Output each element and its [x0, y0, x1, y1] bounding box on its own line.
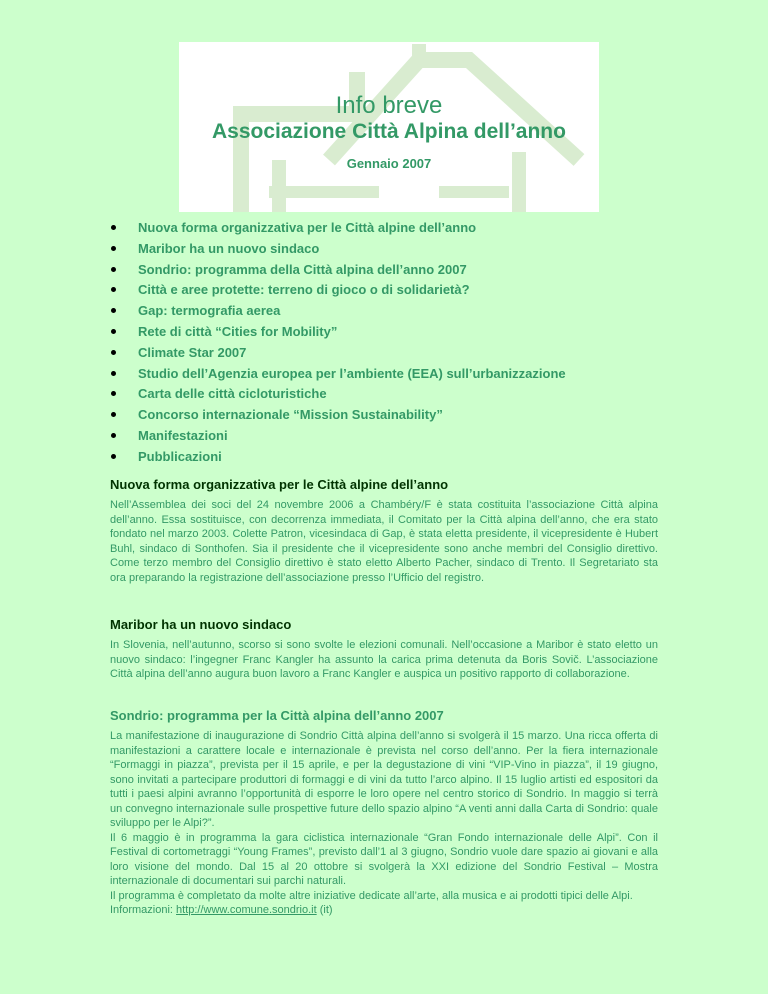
- toc-item-label: Città e aree protette: terreno di gioco o di solidarietà?: [138, 282, 470, 298]
- bullet-icon: [111, 371, 116, 376]
- toc-item: [110, 302, 566, 323]
- article-body: La manifestazione di inaugurazione di Sondrio Città alpina dell’anno si svolgerà il 15 marzo. Una ricca offerta di manifestazioni a carattere locale e internazionale è prevista nel corso dell’anno. Per la fiera internazionale “Formaggi in piazza”, prevista per il 15 aprile, e per la degustazione di vini “VIP-Vino in piazza”, il 19 giugno, sono invitati a partecipare produttori di formaggi e di vini da tutto l’arco alpino. Il 15 luglio artisti ed espositori da tutti i paesi alpini avranno l’opportunità di esporre le loro opere nel centro storico di Sondrio. In maggio si terrà un convegno internazionale sulle prospettive future dello spazio alpino “A venti anni dalla Carta di Sondrio: quale sviluppo per le Alpi?”.: [110, 730, 658, 829]
- sondrio-website-link[interactable]: http://www.comune.sondrio.it: [176, 904, 317, 916]
- bullet-icon: [111, 412, 116, 417]
- toc-item-label: Carta delle città cicloturistiche: [138, 386, 327, 402]
- toc-item-label: Nuova forma organizzativa per le Città alpine dell’anno: [138, 220, 477, 235]
- toc-item: [110, 448, 566, 469]
- issue-date: Gennaio 2007: [346, 156, 432, 171]
- toc-item-label: Maribor ha un nuovo sindaco: [138, 240, 320, 256]
- toc-item: [110, 261, 566, 282]
- toc-item: [110, 240, 566, 261]
- bullet-icon: [111, 225, 116, 230]
- table-of-contents: [110, 219, 566, 469]
- article-sondrio: [110, 707, 658, 918]
- toc-item-label: Rete di città “Cities for Mobility”: [138, 323, 338, 339]
- toc-item-label: Manifestazioni: [138, 427, 228, 443]
- toc-item: [110, 281, 566, 302]
- bullet-icon: [111, 329, 116, 334]
- bullet-icon: [111, 350, 116, 355]
- article-heading: Nuova forma organizzativa per le Città alpine dell’anno: [110, 477, 449, 492]
- toc-item-label: Gap: termografia aerea: [138, 303, 281, 319]
- article-maribor: [110, 616, 658, 682]
- toc-item-label: Pubblicazioni: [138, 448, 222, 464]
- toc-item-label: Studio dell’Agenzia europea per l’ambiente (EEA) sull’urbanizzazione: [138, 365, 566, 381]
- association-name: Associazione Città Alpina dell’anno: [212, 120, 566, 143]
- header-banner: [179, 42, 599, 212]
- toc-item: [110, 385, 566, 406]
- bullet-icon: [111, 308, 116, 313]
- article-body: In Slovenia, nell’autunno, scorso si sono svolte le elezioni comunali. Nell’occasione a Maribor è stato eletto un nuovo sindaco: l’ingegner Franc Kangler ha assunto la carica prima detenuta da Boris Sovič. L’associazione Città alpina dell’anno augura buon lavoro a Franc Kangler e auspica un positivo rapporto di collaborazione.: [110, 639, 658, 680]
- bullet-icon: [111, 433, 116, 438]
- toc-item-label: Climate Star 2007: [138, 344, 247, 360]
- bullet-icon: [111, 391, 116, 396]
- toc-item-label: Concorso internazionale “Mission Sustainability”: [138, 407, 443, 423]
- article-body: Il programma è completato da molte altre iniziative dedicate all’arte, alla musica e ai prodotti tipici delle Alpi.: [110, 889, 633, 902]
- toc-item: [110, 219, 566, 240]
- newsletter-title: Info breve: [335, 92, 443, 119]
- toc-item: [110, 344, 566, 365]
- toc-item: [110, 427, 566, 448]
- bullet-icon: [111, 267, 116, 272]
- article-body: Il 6 maggio è in programma la gara ciclistica internazionale “Gran Fondo internazionale delle Alpi”. Con il Festival di cortometraggi “Young Frames”, previsto dall’1 al 3 giugno, Sondrio vuole dare spazio ai giovani e alla loro visione del mondo. Dal 15 al 20 ottobre si svolgerà la XXI edizione del Sondrio Festival – Mostra internazionale di documentari sui parchi naturali.: [110, 831, 658, 887]
- bullet-icon: [111, 287, 116, 292]
- bullet-icon: [111, 246, 116, 251]
- toc-item-label: Sondrio: programma della Città alpina dell’anno 2007: [138, 261, 467, 277]
- article-heading: Sondrio: programma per la Città alpina dell’anno 2007: [110, 708, 444, 723]
- info-language: (it): [316, 904, 333, 916]
- info-label: Informazioni:: [110, 904, 177, 916]
- bullet-icon: [111, 454, 116, 459]
- article-organization: [110, 476, 658, 585]
- info-line: [110, 903, 658, 918]
- article-heading: Maribor ha un nuovo sindaco: [110, 617, 292, 632]
- toc-item: [110, 365, 566, 386]
- toc-item: [110, 406, 566, 427]
- toc-item: [110, 323, 566, 344]
- article-body: Nell’Assemblea dei soci del 24 novembre 2006 a Chambéry/F è stata costituita l’associazione Città alpina dell’anno. Essa sostituisce, con decorrenza immediata, il Comitato per la Città alpina dell’anno, che era stato fondato nel marzo 2003. Colette Patron, vicesindaca di Gap, è stata eletta presidente, il vicepresidente è Hubert Buhl, sindaco di Sonthofen. Sia il presidente che il vicepresidente sono anche membri del Consiglio direttivo. Come terzo membro del Consiglio direttivo è stato eletto Alberto Pacher, sindaco di Trento. Il Segretariato sta ora preparando la registrazione dell’associazione presso l’Ufficio del registro.: [110, 499, 658, 584]
